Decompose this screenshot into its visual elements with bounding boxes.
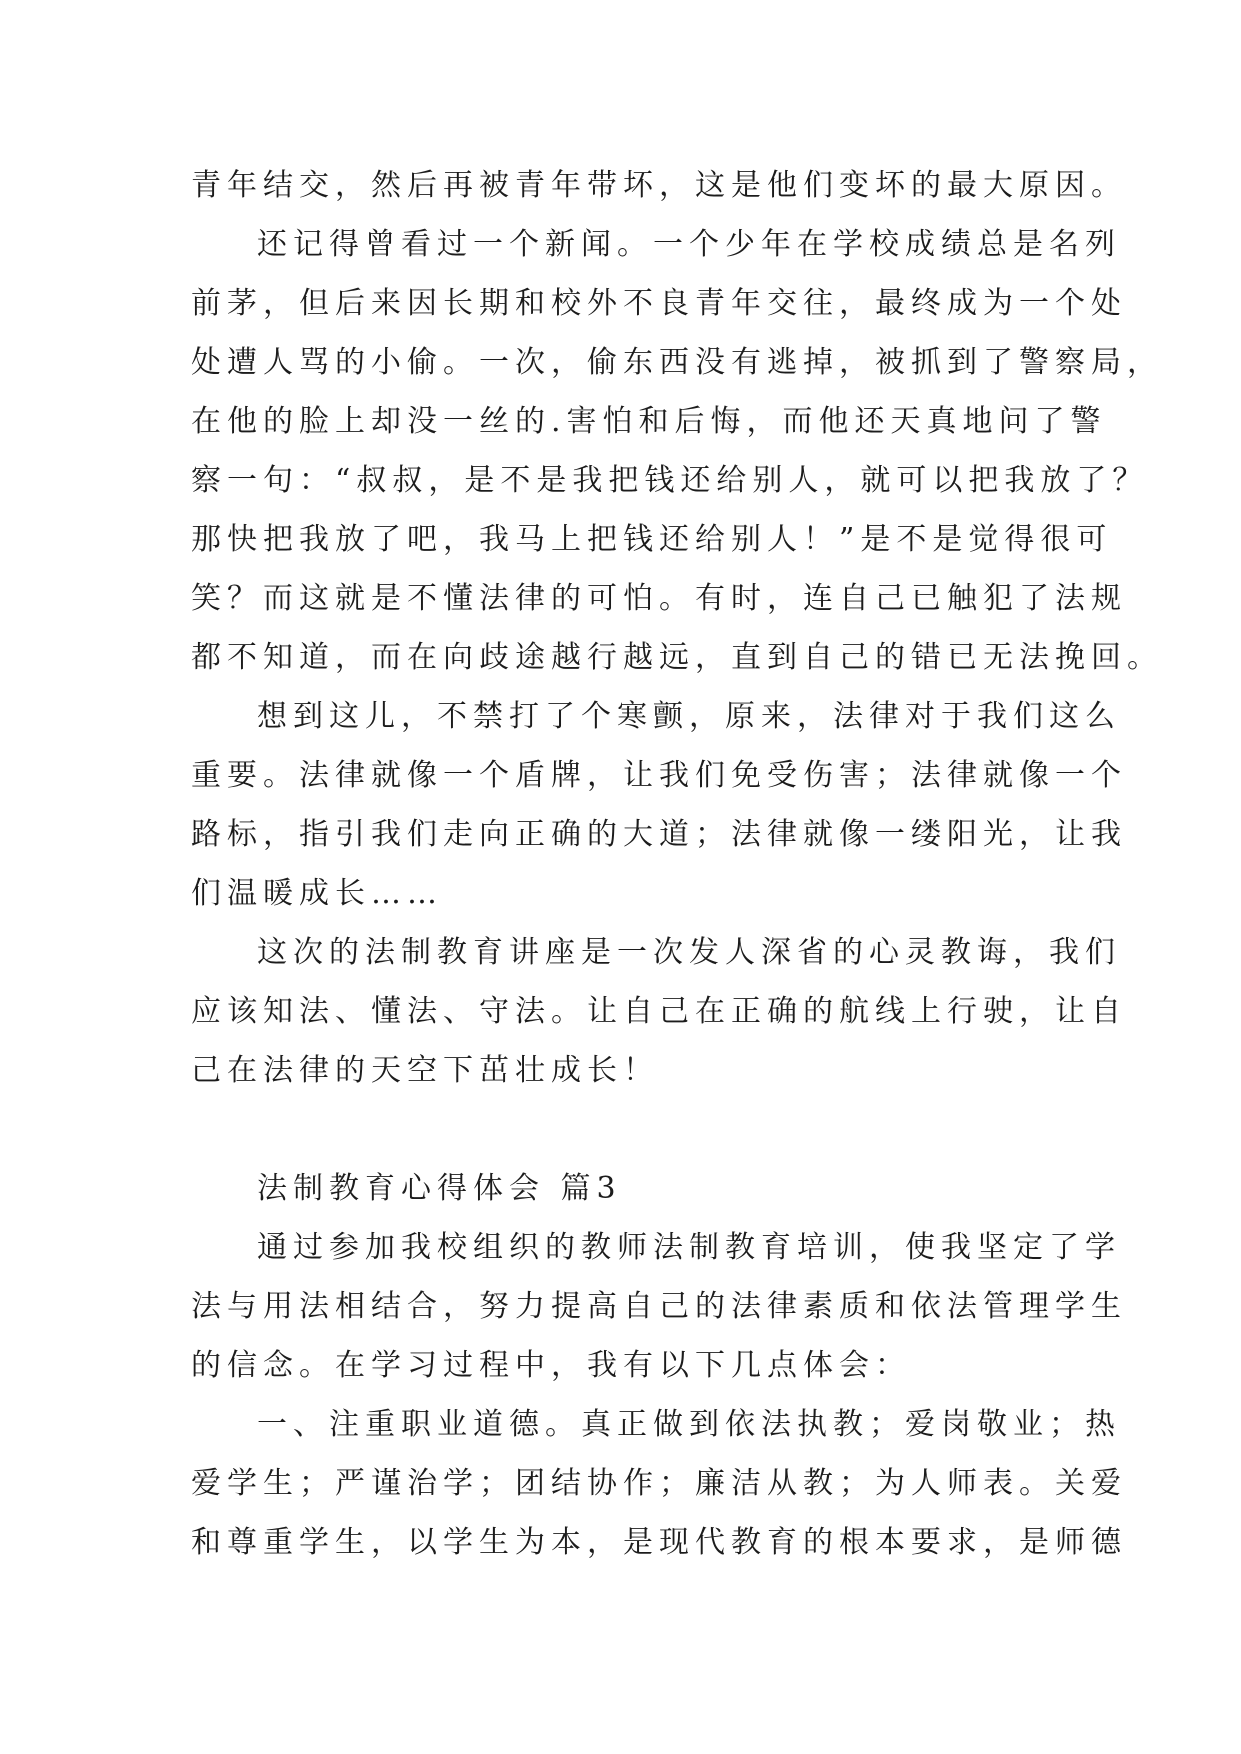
paragraph-line: 察一句：“叔叔，是不是我把钱还给别人，就可以把我放了？ (191, 463, 1149, 498)
paragraph-line: 都不知道，而在向歧途越行越远，直到自己的错已无法挽回。 (191, 640, 1163, 675)
paragraph-line: 重要。法律就像一个盾牌，让我们免受伤害；法律就像一个 (191, 758, 1127, 793)
paragraph-line: 想到这儿，不禁打了个寒颤，原来，法律对于我们这么 (257, 699, 1121, 734)
paragraph-line: 处遭人骂的小偷。一次，偷东西没有逃掉，被抓到了警察局， (191, 345, 1163, 380)
section-spacer (191, 1100, 1051, 1159)
paragraph-line: 一、注重职业道德。真正做到依法执教；爱岗敬业；热 (257, 1407, 1121, 1442)
paragraph-line: 笑？而这就是不懂法律的可怕。有时，连自己已触犯了法规 (191, 581, 1127, 616)
section-heading: 法制教育心得体会 篇3 (257, 1171, 622, 1206)
paragraph-line: 爱学生；严谨治学；团结协作；廉洁从教；为人师表。关爱 (191, 1466, 1127, 1501)
paragraph-line: 青年结交，然后再被青年带坏，这是他们变坏的最大原因。 (191, 168, 1127, 203)
paragraph-line: 应该知法、懂法、守法。让自己在正确的航线上行驶，让自 (191, 994, 1127, 1029)
paragraph-line: 法与用法相结合，努力提高自己的法律素质和依法管理学生 (191, 1289, 1127, 1324)
paragraph-line: 那快把我放了吧，我马上把钱还给别人！”是不是觉得很可 (191, 522, 1113, 557)
paragraph-line: 己在法律的天空下茁壮成长！ (191, 1053, 659, 1088)
paragraph-line: 在他的脸上却没一丝的.害怕和后悔，而他还天真地问了警 (191, 404, 1107, 439)
paragraph-line: 这次的法制教育讲座是一次发人深省的心灵教诲，我们 (257, 935, 1121, 970)
paragraph-line: 和尊重学生，以学生为本，是现代教育的根本要求，是师德 (191, 1525, 1127, 1560)
paragraph-line: 前茅，但后来因长期和校外不良青年交往，最终成为一个处 (191, 286, 1127, 321)
paragraph-line: 还记得曾看过一个新闻。一个少年在学校成绩总是名列 (257, 227, 1121, 262)
paragraph-line: 路标，指引我们走向正确的大道；法律就像一缕阳光，让我 (191, 817, 1127, 852)
paragraph-line: 们温暖成长…… (191, 876, 443, 911)
paragraph-line: 的信念。在学习过程中，我有以下几点体会： (191, 1348, 911, 1383)
paragraph-line: 通过参加我校组织的教师法制教育培训，使我坚定了学 (257, 1230, 1121, 1265)
document-body (191, 156, 1163, 1572)
